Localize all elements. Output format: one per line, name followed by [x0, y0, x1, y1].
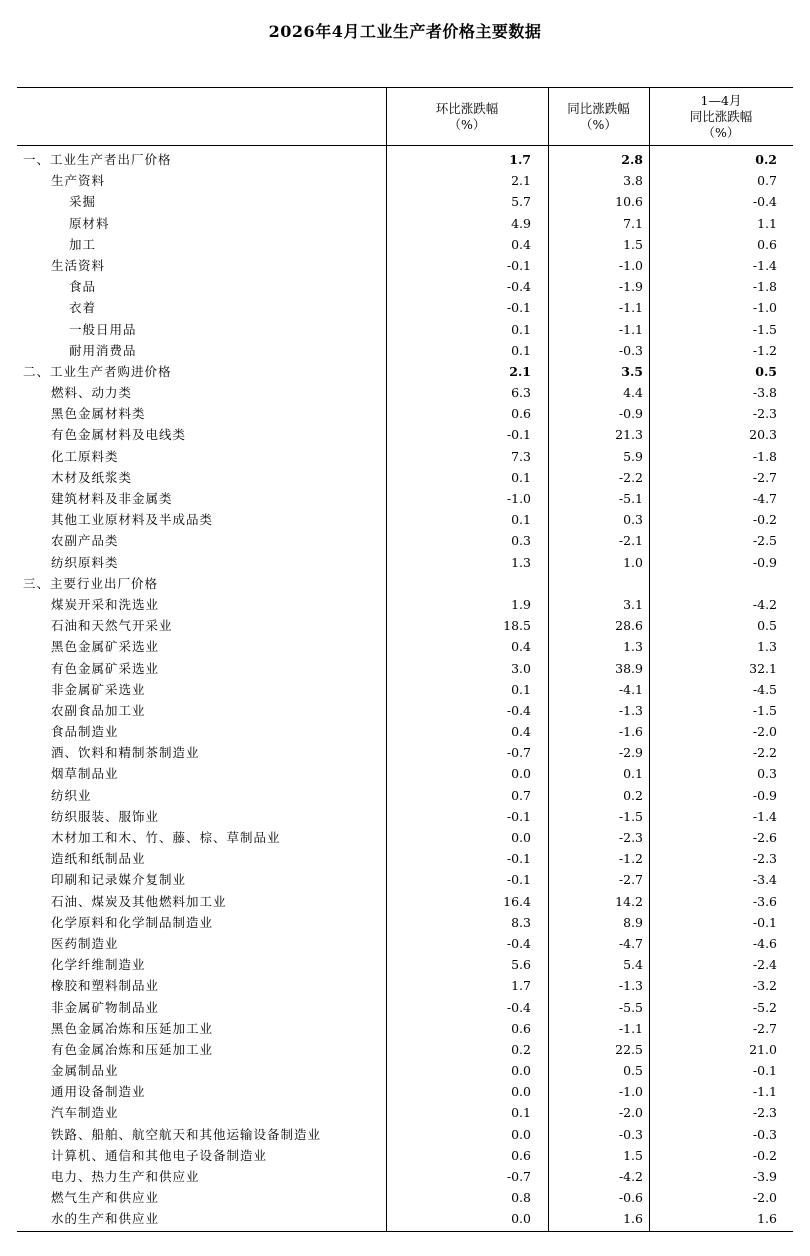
mom-value: 7.3 [511, 448, 531, 464]
ytd-value: -2.6 [752, 830, 777, 845]
mom-value: -0.1 [506, 300, 531, 316]
ytd-value: -4.7 [752, 491, 777, 506]
row-label: 农副食品加工业 [51, 702, 146, 718]
table-row [17, 213, 793, 234]
mom-value: 0.1 [511, 1105, 531, 1121]
ytd-value: -3.4 [752, 872, 777, 888]
table-row [17, 912, 793, 933]
table-row [17, 191, 793, 212]
row-label: 其他工业原材料及半成品类 [51, 512, 214, 528]
table-row [17, 1187, 793, 1208]
mom-value: 6.3 [511, 385, 531, 401]
ytd-value: -3.2 [752, 978, 777, 994]
yoy-value: -4.7 [618, 935, 643, 951]
row-label: 有色金属矿采选业 [51, 660, 160, 676]
table-row [17, 488, 793, 509]
ytd-value: -3.6 [752, 893, 777, 909]
yoy-value: 22.5 [615, 1041, 643, 1057]
ytd-value: -0.4 [752, 194, 777, 210]
row-label: 电力、热力生产和供应业 [51, 1169, 200, 1184]
mom-value: -0.4 [506, 999, 531, 1015]
yoy-value: 2.8 [621, 152, 643, 167]
yoy-value: -2.2 [618, 469, 643, 485]
ytd-value: -0.2 [752, 1147, 777, 1163]
table-row [17, 721, 793, 742]
row-label: 非金属矿采选业 [51, 681, 146, 697]
row-label: 二、工业生产者购进价格 [23, 363, 172, 379]
row-label: 造纸和纸制品业 [51, 851, 146, 867]
mom-value: 0.0 [511, 830, 531, 845]
table-row [17, 170, 793, 191]
mom-value: -0.4 [506, 702, 531, 718]
table-row [17, 509, 793, 530]
ytd-value: -2.4 [752, 957, 777, 973]
ytd-value: -2.0 [752, 1190, 777, 1206]
row-label: 食品 [69, 279, 97, 295]
ytd-value: -1.4 [752, 257, 777, 273]
header-yoy [548, 88, 649, 145]
ytd-value: -1.4 [752, 808, 777, 824]
yoy-value: -1.1 [618, 300, 643, 316]
row-label: 非金属矿物制品业 [51, 999, 160, 1015]
row-label: 化学纤维制造业 [51, 957, 146, 973]
mom-value: -0.1 [506, 257, 531, 273]
row-label: 生活资料 [51, 257, 106, 273]
yoy-value: 7.1 [623, 215, 643, 231]
yoy-value: 0.3 [623, 512, 643, 528]
header-mom-label: 环比涨跌幅 [435, 100, 499, 116]
table-row [17, 382, 793, 403]
ytd-value: 1.3 [757, 639, 777, 655]
row-label: 金属制品业 [51, 1063, 119, 1079]
row-label: 黑色金属矿采选业 [51, 639, 160, 655]
row-label: 原材料 [69, 215, 110, 231]
mom-value: -0.1 [506, 808, 531, 824]
row-label: 计算机、通信和其他电子设备制造业 [51, 1147, 268, 1163]
mom-value: 18.5 [503, 618, 531, 634]
header-mom-unit: （%） [448, 116, 486, 132]
page-title: 2026年4月工业生产者价格主要数据 [268, 22, 542, 41]
ytd-value: 32.1 [749, 660, 777, 676]
mom-value: 2.1 [511, 173, 531, 189]
yoy-value: -2.1 [618, 533, 643, 549]
yoy-value: -0.3 [618, 1126, 643, 1142]
yoy-value: -1.1 [618, 321, 643, 337]
table-row [17, 573, 793, 594]
row-label: 印刷和记录媒介复制业 [51, 872, 187, 888]
table-row [17, 530, 793, 551]
yoy-value: 1.3 [623, 639, 643, 655]
ytd-value: -0.9 [752, 554, 777, 570]
table-row [17, 276, 793, 297]
mom-value: -0.7 [506, 1169, 531, 1184]
yoy-value: 3.5 [621, 363, 643, 379]
table-row [17, 297, 793, 318]
row-label: 铁路、船舶、航空航天和其他运输设备制造业 [51, 1126, 322, 1142]
yoy-value: -1.5 [618, 808, 643, 824]
table-row [17, 234, 793, 255]
mom-value: 0.6 [511, 406, 531, 422]
ytd-value: -2.5 [752, 533, 777, 549]
ytd-value: -1.8 [752, 448, 777, 464]
yoy-value: -5.5 [618, 999, 643, 1015]
table-row [17, 1166, 793, 1187]
table-row [17, 340, 793, 361]
yoy-value: 14.2 [615, 893, 643, 909]
row-label: 耐用消费品 [69, 342, 137, 358]
ytd-value: 0.6 [757, 236, 777, 252]
mom-value: 0.0 [511, 1084, 531, 1100]
ytd-value: 0.7 [757, 173, 777, 189]
yoy-value: -5.1 [618, 491, 643, 506]
row-label: 木材及纸浆类 [51, 469, 133, 485]
ytd-value: 0.5 [757, 618, 777, 634]
ytd-value: -1.5 [752, 321, 777, 337]
ytd-value: -3.9 [752, 1169, 777, 1184]
table-row [17, 848, 793, 869]
mom-value: 0.3 [511, 533, 531, 549]
row-label: 黑色金属材料类 [51, 406, 146, 422]
row-label: 石油、煤炭及其他燃料加工业 [51, 893, 227, 909]
mom-value: -0.4 [506, 935, 531, 951]
yoy-value: -2.7 [618, 872, 643, 888]
table-row [17, 742, 793, 763]
table-row [17, 1208, 793, 1229]
mom-value: 0.1 [511, 321, 531, 337]
yoy-value: -1.6 [618, 724, 643, 740]
yoy-value: 3.8 [623, 173, 643, 189]
ytd-value: 1.6 [757, 1211, 777, 1227]
row-label: 橡胶和塑料制品业 [51, 978, 160, 994]
yoy-value: -1.1 [618, 1020, 643, 1036]
table-row [17, 424, 793, 445]
table-body [17, 146, 793, 1231]
mom-value: 0.1 [511, 681, 531, 697]
row-label: 纺织原料类 [51, 554, 119, 570]
ytd-value: -3.8 [752, 385, 777, 401]
ytd-value: -4.5 [752, 681, 777, 697]
yoy-value: 1.5 [623, 1147, 643, 1163]
mom-value: 2.1 [509, 363, 531, 379]
mom-value: 1.7 [509, 152, 531, 167]
mom-value: 1.7 [511, 978, 531, 994]
row-label: 加工 [69, 236, 97, 252]
row-label: 农副产品类 [51, 533, 119, 549]
row-label: 酒、饮料和精制茶制造业 [51, 745, 200, 761]
table-row [17, 700, 793, 721]
ytd-value: -0.2 [752, 512, 777, 528]
yoy-value: 21.3 [615, 427, 643, 443]
table-row [17, 658, 793, 679]
row-label: 衣着 [69, 300, 97, 316]
row-label: 有色金属材料及电线类 [51, 427, 187, 443]
ytd-value: -1.2 [752, 342, 777, 358]
mom-value: 0.1 [511, 512, 531, 528]
yoy-value: 8.9 [623, 914, 643, 930]
table-row [17, 1018, 793, 1039]
ytd-value: -0.3 [752, 1126, 777, 1142]
table-header [17, 88, 793, 146]
table-row [17, 785, 793, 806]
row-label: 化学原料和化学制品制造业 [51, 914, 214, 930]
yoy-value: 10.6 [615, 194, 643, 210]
mom-value: -0.1 [506, 851, 531, 867]
row-label: 生产资料 [51, 173, 106, 189]
row-label: 煤炭开采和洗选业 [51, 596, 160, 612]
ytd-value: -2.0 [752, 724, 777, 740]
header-yoy-label: 同比涨跌幅 [567, 100, 630, 116]
header-ytd-period: 1—4月 [700, 92, 742, 108]
yoy-value: 5.9 [623, 448, 643, 464]
yoy-value: 0.1 [623, 766, 643, 782]
row-label: 一般日用品 [69, 321, 137, 337]
mom-value: 1.3 [511, 554, 531, 570]
ytd-value: -1.1 [752, 1084, 777, 1100]
table-row [17, 1124, 793, 1145]
table-row [17, 891, 793, 912]
ytd-value: -2.7 [752, 469, 777, 485]
ytd-value: -1.8 [752, 279, 777, 295]
yoy-value: 3.1 [623, 596, 643, 612]
yoy-value: -2.3 [618, 830, 643, 845]
mom-value: 8.3 [511, 914, 531, 930]
table-row [17, 319, 793, 340]
row-label: 采掘 [69, 194, 97, 210]
table-row [17, 594, 793, 615]
ytd-value: 21.0 [749, 1041, 777, 1057]
ytd-value: -1.5 [752, 702, 777, 718]
table-row [17, 615, 793, 636]
row-label: 纺织服装、服饰业 [51, 808, 160, 824]
row-label: 燃料、动力类 [51, 385, 133, 401]
table-row [17, 636, 793, 657]
yoy-value: 4.4 [623, 385, 643, 401]
ytd-value: -4.6 [752, 935, 777, 951]
row-label: 烟草制品业 [51, 766, 119, 782]
yoy-value: -0.6 [618, 1190, 643, 1206]
row-label: 木材加工和木、竹、藤、棕、草制品业 [51, 830, 281, 845]
ytd-value: 0.5 [755, 363, 777, 379]
mom-value: -1.0 [506, 491, 531, 506]
header-yoy-unit: （%） [580, 116, 617, 132]
header-ytd-unit: （%） [702, 124, 740, 140]
table-row [17, 763, 793, 784]
mom-value: -0.1 [506, 872, 531, 888]
yoy-value: -0.9 [618, 406, 643, 422]
mom-value: -0.1 [506, 427, 531, 443]
yoy-value: -1.3 [618, 702, 643, 718]
mom-value: -0.7 [506, 745, 531, 761]
yoy-value: -0.3 [618, 342, 643, 358]
table-row [17, 446, 793, 467]
ytd-value: -2.2 [752, 745, 777, 761]
mom-value: 4.9 [511, 215, 531, 231]
row-label: 通用设备制造业 [51, 1084, 146, 1100]
mom-value: 0.1 [511, 469, 531, 485]
row-label: 医药制造业 [51, 935, 119, 951]
mom-value: -0.4 [506, 279, 531, 295]
yoy-value: 38.9 [615, 660, 643, 676]
yoy-value: -2.9 [618, 745, 643, 761]
header-mom [386, 88, 548, 145]
row-label: 石油和天然气开采业 [51, 618, 173, 634]
mom-value: 0.6 [511, 1147, 531, 1163]
mom-value: 0.8 [511, 1190, 531, 1206]
ytd-value: -2.3 [752, 1105, 777, 1121]
row-label: 食品制造业 [51, 724, 119, 740]
yoy-value: 1.0 [623, 554, 643, 570]
row-label: 纺织业 [51, 787, 92, 803]
yoy-value: 1.5 [623, 236, 643, 252]
mom-value: 1.9 [511, 596, 531, 612]
mom-value: 0.0 [511, 1063, 531, 1079]
mom-value: 0.4 [511, 639, 531, 655]
mom-value: 0.4 [511, 724, 531, 740]
ytd-value: -0.9 [752, 787, 777, 803]
mom-value: 0.0 [511, 766, 531, 782]
ytd-value: 0.2 [755, 152, 777, 167]
table-row [17, 403, 793, 424]
mom-value: 0.6 [511, 1020, 531, 1036]
row-label: 有色金属冶炼和压延加工业 [51, 1041, 214, 1057]
row-label: 建筑材料及非金属类 [51, 491, 173, 506]
ytd-value: 20.3 [749, 427, 777, 443]
mom-value: 0.7 [511, 787, 531, 803]
mom-value: 3.0 [511, 660, 531, 676]
mom-value: 5.6 [511, 957, 531, 973]
row-label: 化工原料类 [51, 448, 119, 464]
table-row [17, 1081, 793, 1102]
yoy-value: -2.0 [618, 1105, 643, 1121]
yoy-value: 0.2 [623, 787, 643, 803]
table-row [17, 869, 793, 890]
mom-value: 0.4 [511, 236, 531, 252]
yoy-value: -1.0 [618, 257, 643, 273]
table-row [17, 679, 793, 700]
yoy-value: 1.6 [623, 1211, 643, 1227]
ytd-value: 1.1 [757, 215, 777, 231]
yoy-value: -4.1 [618, 681, 643, 697]
yoy-value: 5.4 [623, 957, 643, 973]
yoy-value: 28.6 [615, 618, 643, 634]
table-row [17, 997, 793, 1018]
table-row [17, 954, 793, 975]
table-row [17, 255, 793, 276]
table-row [17, 1102, 793, 1123]
row-label: 水的生产和供应业 [51, 1211, 160, 1227]
table-row [17, 1060, 793, 1081]
table-row [17, 149, 793, 170]
mom-value: 0.2 [511, 1041, 531, 1057]
mom-value: 16.4 [503, 893, 531, 909]
table-row [17, 933, 793, 954]
mom-value: 0.0 [511, 1211, 531, 1227]
ytd-value: -2.7 [752, 1020, 777, 1036]
mom-value: 0.1 [511, 342, 531, 358]
mom-value: 0.0 [511, 1126, 531, 1142]
yoy-value: 0.5 [623, 1063, 643, 1079]
ytd-value: 0.3 [757, 766, 777, 782]
mom-value: 5.7 [511, 194, 531, 210]
yoy-value: -1.9 [618, 279, 643, 295]
table-row [17, 361, 793, 382]
table-row [17, 827, 793, 848]
table-row [17, 975, 793, 996]
table-row [17, 1145, 793, 1166]
ytd-value: -0.1 [752, 914, 777, 930]
yoy-value: -1.3 [618, 978, 643, 994]
row-label: 燃气生产和供应业 [51, 1190, 160, 1206]
price-data-table [17, 87, 793, 1232]
table-row [17, 806, 793, 827]
ytd-value: -2.3 [752, 406, 777, 422]
table-row [17, 1039, 793, 1060]
ytd-value: -5.2 [752, 999, 777, 1015]
yoy-value: -1.0 [618, 1084, 643, 1100]
ytd-value: -4.2 [752, 596, 777, 612]
row-label: 汽车制造业 [51, 1105, 119, 1121]
table-row [17, 552, 793, 573]
ytd-value: -0.1 [752, 1063, 777, 1079]
row-label: 黑色金属冶炼和压延加工业 [51, 1020, 214, 1036]
ytd-value: -1.0 [752, 300, 777, 316]
header-ytd-label: 同比涨跌幅 [689, 108, 753, 124]
yoy-value: -1.2 [618, 851, 643, 867]
yoy-value: -4.2 [618, 1169, 643, 1184]
table-row [17, 467, 793, 488]
ytd-value: -2.3 [752, 851, 777, 867]
row-label: 三、主要行业出厂价格 [23, 575, 159, 591]
row-label: 一、工业生产者出厂价格 [23, 152, 172, 167]
header-ytd [649, 88, 793, 145]
